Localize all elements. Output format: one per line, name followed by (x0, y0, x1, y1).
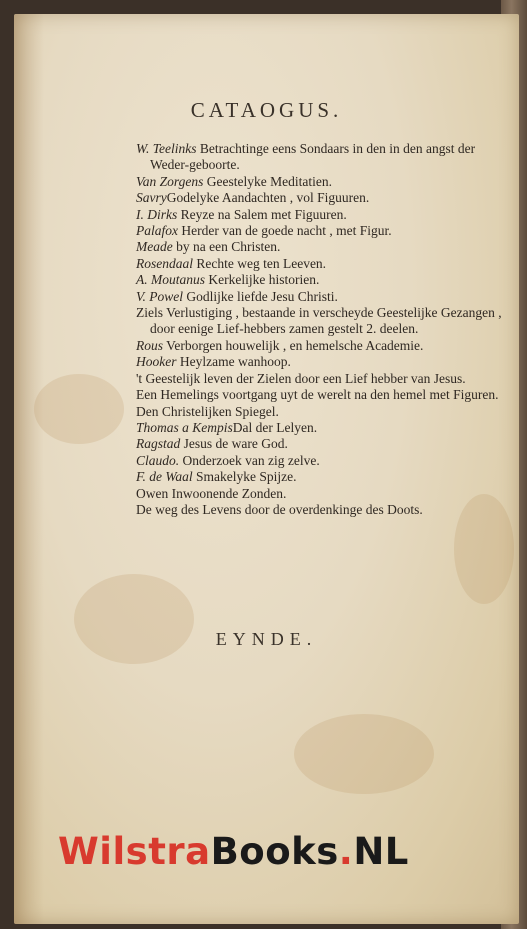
catalogue-entry: 't Geestelijk leven der Zielen door een Lief hebber van Jesus. (136, 370, 466, 386)
catalogue-entry: W. Teelinks Betrachtinge eens Sondaars in den in den angst der Weder-geboorte. (136, 141, 476, 173)
catalogue-list (136, 141, 506, 518)
paper-stain (294, 714, 434, 794)
catalogue-entry: SavryGodelyke Aandachten , vol Figuuren. (136, 190, 370, 206)
catalogue-entry: Claudo. Onderzoek van zig zelve. (136, 452, 320, 468)
catalogue-entry: Owen Inwoonende Zonden. (136, 485, 287, 501)
catalogue-entry: I. Dirks Reyze na Salem met Figuuren. (136, 206, 347, 222)
end-word: EYNDE. (215, 629, 318, 649)
catalogue-entry: Rosendaal Rechte weg ten Leeven. (136, 255, 327, 271)
catalogue-entry: Ragstad Jesus de ware God. (136, 436, 288, 452)
catalogue-entry: A. Moutanus Kerkelijke historien. (136, 272, 320, 288)
catalogue-entry: V. Powel Godlijke liefde Jesu Christi. (136, 288, 338, 304)
paper-stain (34, 374, 124, 444)
watermark-logo: WilstraBooks.NL (58, 830, 409, 873)
catalogue-entry: Hooker Heylzame wanhoop. (136, 354, 291, 370)
catalogue-entry: Meade by na een Christen. (136, 239, 281, 255)
book-page (14, 14, 519, 924)
catalogue-entry: Den Christelijken Spiegel. (136, 403, 279, 419)
catalogue-entry: Thomas a KempisDal der Lelyen. (136, 419, 318, 435)
catalogue-entry: Rous Verborgen houwelijk , en hemelsche Academie. (136, 337, 424, 353)
catalogue-heading: CATAOGUS. (190, 98, 343, 122)
catalogue-entry: De weg des Levens door de overdenkinge des Doots. (136, 501, 423, 517)
catalogue-entry: Palafox Herder van de goede nacht , met Figur. (136, 223, 392, 239)
catalogue-entry: F. de Waal Smakelyke Spijze. (136, 469, 297, 485)
paper-stain (74, 574, 194, 664)
catalogue-entry: Een Hemelings voortgang uyt de werelt na den hemel met Figuren. (136, 387, 499, 403)
catalogue-entry: Ziels Verlustiging , bestaande in verscheyde Geestelijke Gezangen , door eenige Lief-hebbers zamen gestelt 2. deelen. (136, 305, 502, 337)
catalogue-entry: Van Zorgens Geestelyke Meditatien. (136, 173, 332, 189)
